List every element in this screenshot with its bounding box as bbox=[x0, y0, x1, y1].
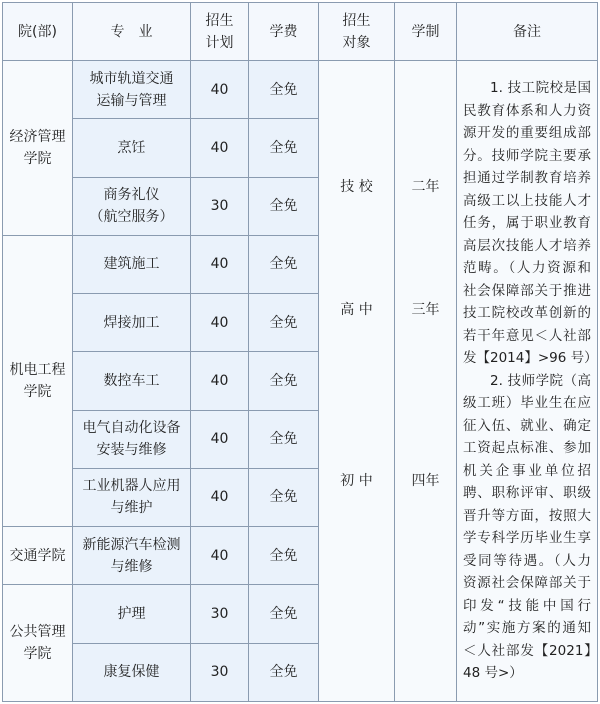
header-target: 招生 对象 bbox=[319, 3, 395, 61]
fee-cell: 全免 bbox=[249, 61, 319, 119]
college-cell: 机电工程 学院 bbox=[3, 235, 73, 526]
fee-cell: 全免 bbox=[249, 177, 319, 235]
header-years: 学制 bbox=[395, 3, 457, 61]
major-cell: 新能源汽车检测 与维修 bbox=[73, 527, 191, 585]
fee-cell: 全免 bbox=[249, 585, 319, 643]
major-cell: 建筑施工 bbox=[73, 235, 191, 293]
major-cell: 数控车工 bbox=[73, 352, 191, 410]
plan-cell: 40 bbox=[191, 119, 249, 177]
target-label: 高 中 bbox=[340, 302, 373, 318]
plan-cell: 40 bbox=[191, 527, 249, 585]
major-cell: 商务礼仪 （航空服务） bbox=[73, 177, 191, 235]
major-cell: 护理 bbox=[73, 585, 191, 643]
plan-cell: 40 bbox=[191, 410, 249, 468]
plan-cell: 30 bbox=[191, 177, 249, 235]
fee-cell: 全免 bbox=[249, 119, 319, 177]
plan-cell: 30 bbox=[191, 643, 249, 701]
fee-cell: 全免 bbox=[249, 643, 319, 701]
years-label: 三年 bbox=[411, 302, 440, 318]
plan-cell: 40 bbox=[191, 294, 249, 352]
fee-cell: 全免 bbox=[249, 410, 319, 468]
target-label: 技 校 bbox=[340, 179, 373, 195]
major-cell: 焊接加工 bbox=[73, 294, 191, 352]
major-cell: 康复保健 bbox=[73, 643, 191, 701]
plan-cell: 30 bbox=[191, 585, 249, 643]
years-column bbox=[395, 61, 457, 702]
header-notes: 备注 bbox=[457, 3, 598, 61]
major-cell: 烹饪 bbox=[73, 119, 191, 177]
header-major: 专 业 bbox=[73, 3, 191, 61]
plan-cell: 40 bbox=[191, 468, 249, 526]
college-cell: 交通学院 bbox=[3, 527, 73, 585]
major-cell: 工业机器人应用 与维护 bbox=[73, 468, 191, 526]
fee-cell: 全免 bbox=[249, 294, 319, 352]
header-college: 院(部) bbox=[3, 3, 73, 61]
major-cell: 电气自动化设备 安装与维修 bbox=[73, 410, 191, 468]
plan-cell: 40 bbox=[191, 61, 249, 119]
note-paragraph: 1. 技工院校是国民教育体系和人力资源开发的重要组成部分。技师学院主要承担通过学制教育培养高级工以上技能人才任务，属于职业教育高层次技能人才培养范畴。（人力资源和社会保障部关于推进技工院校改革创新的若干年意见＜人社部发【2014】>96 号） bbox=[463, 80, 598, 367]
header-plan: 招生 计划 bbox=[191, 3, 249, 61]
college-cell: 经济管理 学院 bbox=[3, 61, 73, 236]
plan-cell: 40 bbox=[191, 235, 249, 293]
fee-cell: 全免 bbox=[249, 235, 319, 293]
target-label: 初 中 bbox=[340, 473, 373, 489]
enrollment-table bbox=[2, 2, 598, 702]
plan-cell: 40 bbox=[191, 352, 249, 410]
target-column bbox=[319, 61, 395, 702]
header-row bbox=[3, 3, 598, 61]
college-cell: 公共管理 学院 bbox=[3, 585, 73, 702]
fee-cell: 全免 bbox=[249, 468, 319, 526]
notes-cell bbox=[457, 61, 598, 702]
years-label: 四年 bbox=[411, 473, 440, 489]
years-label: 二年 bbox=[411, 179, 440, 195]
major-cell: 城市轨道交通 运输与管理 bbox=[73, 61, 191, 119]
note-paragraph: 2. 技师学院（高级工班）毕业生在应征入伍、就业、确定工资起点标准、参加机关企事业单位招聘、职称评审、职级晋升等方面，按照大学专科学历毕业生享受同等待遇。（人力资源社会保障部关于印发“技能中国行动”实施方案的通知＜人社部发【2021】48 号>） bbox=[463, 372, 591, 682]
header-fee: 学费 bbox=[249, 3, 319, 61]
table-row bbox=[3, 61, 598, 119]
fee-cell: 全免 bbox=[249, 527, 319, 585]
fee-cell: 全免 bbox=[249, 352, 319, 410]
